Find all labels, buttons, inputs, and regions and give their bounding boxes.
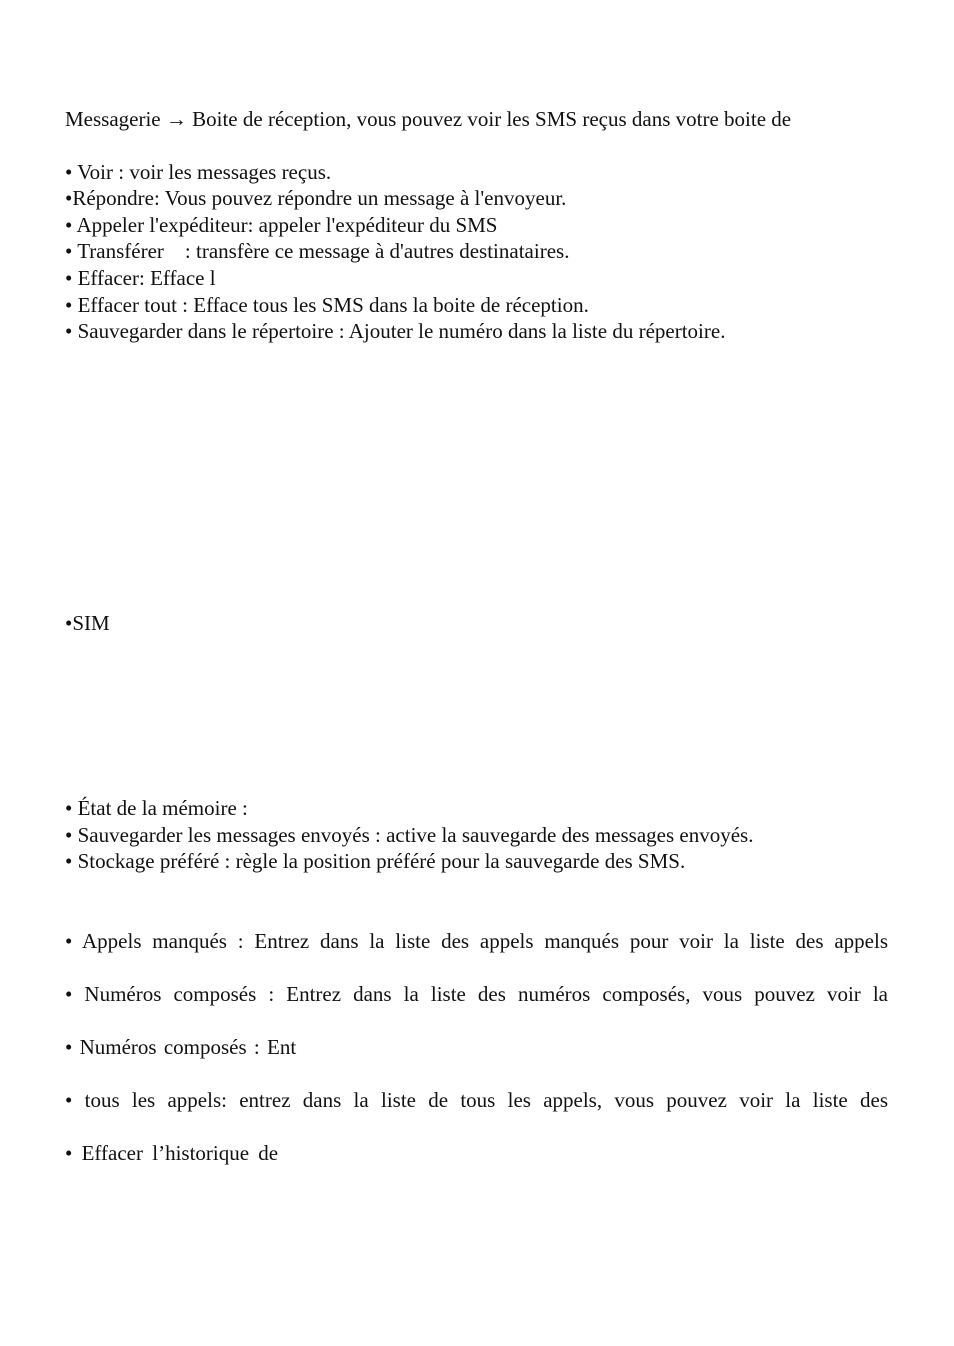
call-item-all-calls: • tous les appels: entrez dans la liste de tous les appels, vous pouvez voir la liste des xyxy=(65,1088,888,1112)
call-item-clear-history: • Effacer l’historique de xyxy=(65,1141,279,1165)
inbox-item-call-sender: • Appeler l'expéditeur: appeler l'expéditeur du SMS xyxy=(65,213,498,237)
settings-item-memory-state: • État de la mémoire : xyxy=(65,796,248,820)
inbox-item-forward: • Transférer : transfère ce message à d'autres destinataires. xyxy=(65,239,570,263)
inbox-item-view: • Voir : voir les messages reçus. xyxy=(65,160,332,184)
call-item-dialed-short: • Numéros composés : Ent xyxy=(65,1035,297,1059)
inbox-item-save-to-directory: • Sauvegarder dans le répertoire : Ajouter le numéro dans la liste du répertoire. xyxy=(65,319,726,343)
call-item-missed: • Appels manqués : Entrez dans la liste des appels manqués pour voir la liste des appels xyxy=(65,929,888,953)
inbox-item-delete-all: • Effacer tout : Efface tous les SMS dans la boite de réception. xyxy=(65,293,589,317)
inbox-item-reply: •Répondre: Vous pouvez répondre un message à l'envoyeur. xyxy=(65,186,567,210)
settings-item-preferred-storage: • Stockage préféré : règle la position préféré pour la sauvegarde des SMS. xyxy=(65,849,686,873)
intro-text: Messagerie → Boite de réception, vous pouvez voir les SMS reçus dans votre boite de xyxy=(65,107,792,131)
settings-item-save-sent: • Sauvegarder les messages envoyés : active la sauvegarde des messages envoyés. xyxy=(65,823,754,847)
sim-item: •SIM xyxy=(65,611,110,635)
call-item-dialed: • Numéros composés : Entrez dans la liste des numéros composés, vous pouvez voir la xyxy=(65,982,888,1006)
inbox-item-delete: • Effacer: Efface l xyxy=(65,266,216,290)
